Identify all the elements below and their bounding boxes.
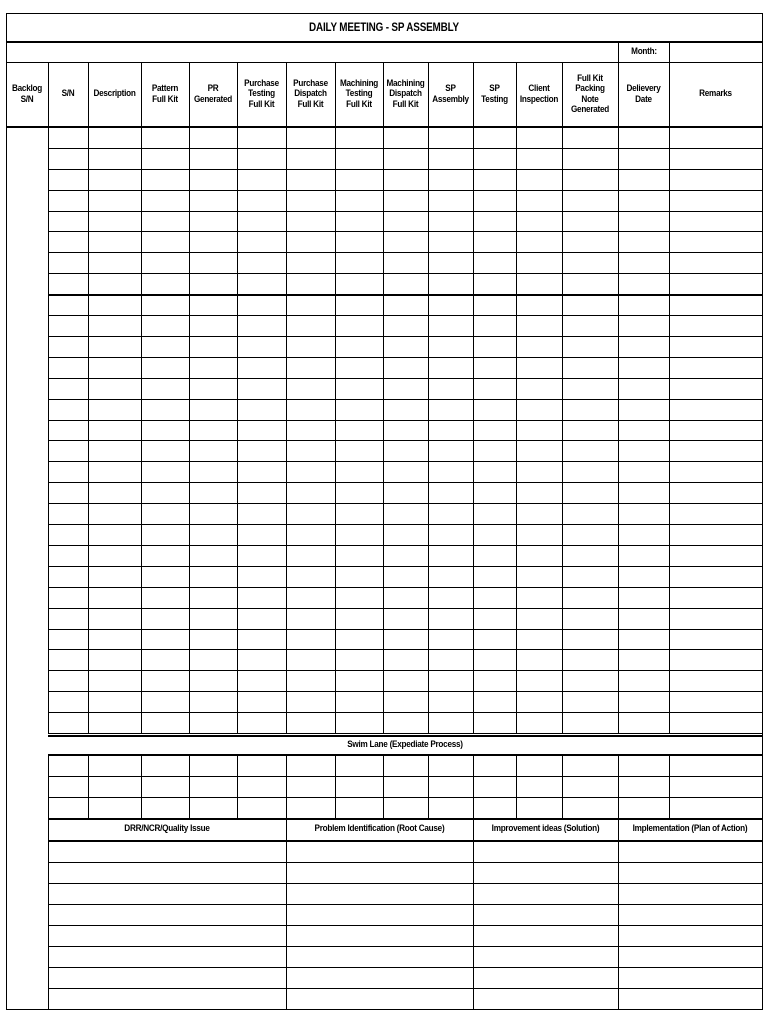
column-header: PR Generated [193, 83, 233, 105]
table-row-line [48, 691, 762, 692]
column-header: Purchase Dispatch Full Kit [293, 77, 328, 110]
table-row-line [48, 545, 762, 546]
column-header: Description [93, 88, 136, 100]
table-row-line [48, 252, 762, 253]
swim-lane-top-thick [48, 735, 762, 737]
issue-section-top [48, 818, 762, 820]
table-row-line [48, 148, 762, 149]
column-header: Machining Dispatch Full Kit [386, 77, 425, 110]
frame-left [6, 13, 7, 1010]
month-label: Month: [631, 45, 657, 57]
swim-lane-row-line [48, 776, 762, 777]
issue-column-line [618, 819, 619, 1009]
column-line [189, 63, 190, 733]
table-row-line [48, 440, 762, 441]
table-row-line [48, 420, 762, 421]
column-header: Pattern Full Kit [151, 83, 179, 105]
swim-lane-header-divider [48, 754, 762, 756]
table-row-line [48, 211, 762, 212]
table-row-line [48, 482, 762, 483]
table-row-line [48, 169, 762, 170]
table-row-line [48, 608, 762, 609]
column-line [141, 63, 142, 733]
issue-row-line [48, 883, 762, 884]
issue-row-line [48, 946, 762, 947]
swim-lane-label: Swim Lane (Expediate Process) [347, 738, 463, 750]
table-row-line [48, 231, 762, 232]
issue-row-line [48, 862, 762, 863]
column-header: SP Assembly [432, 83, 469, 105]
table-row-line [48, 294, 762, 296]
swim-lane-column-line [335, 755, 336, 818]
table-row-line [48, 336, 762, 337]
header-divider [6, 126, 762, 128]
table-row-line [48, 190, 762, 191]
column-header: Backlog S/N [12, 83, 42, 105]
column-line [669, 63, 670, 733]
issue-header-divider [48, 840, 762, 842]
column-line [237, 63, 238, 733]
column-line [428, 63, 429, 733]
column-line [286, 63, 287, 733]
table-row-line [48, 670, 762, 671]
swim-lane-column-line [428, 755, 429, 818]
table-row-line [48, 503, 762, 504]
table-row-line [48, 649, 762, 650]
swim-lane-column-line [562, 755, 563, 818]
left-gutter-line [48, 755, 49, 1009]
frame-top [6, 13, 763, 14]
swim-lane-column-line [618, 755, 619, 818]
column-header: Full Kit Packing Note Generated [570, 72, 610, 115]
swim-lane-column-line [669, 755, 670, 818]
swim-lane-column-line [383, 755, 384, 818]
form-title: DAILY MEETING - SP ASSEMBLY [309, 21, 459, 34]
table-row-line [48, 378, 762, 379]
column-line [335, 63, 336, 733]
table-row-line [48, 524, 762, 525]
column-line [383, 63, 384, 733]
swim-lane-column-line [473, 755, 474, 818]
issue-column-header: DRR/NCR/Quality Issue [124, 822, 210, 834]
issue-row-line [48, 967, 762, 968]
swim-lane-column-line [88, 755, 89, 818]
column-header: Client Inspection [519, 83, 559, 105]
table-row-line [48, 315, 762, 316]
column-header: Delievery Date [626, 83, 661, 105]
month-box-left [618, 42, 619, 63]
column-line [516, 63, 517, 733]
column-header: S/N [61, 88, 75, 100]
frame-right [762, 13, 763, 1010]
swim-lane-top [48, 733, 762, 734]
month-divider [6, 62, 762, 63]
issue-column-header: Improvement ideas (Solution) [491, 822, 600, 834]
swim-lane-column-line [286, 755, 287, 818]
table-row-line [48, 712, 762, 713]
issue-row-line [48, 925, 762, 926]
issue-column-line [286, 819, 287, 1009]
column-line [562, 63, 563, 733]
table-row-line [48, 629, 762, 630]
column-header: Remarks [699, 88, 732, 100]
column-line [618, 63, 619, 733]
swim-lane-row-line [48, 797, 762, 798]
issue-column-header: Implementation (Plan of Action) [632, 822, 748, 834]
swim-lane-column-line [189, 755, 190, 818]
issue-row-line [48, 988, 762, 989]
swim-lane-column-line [516, 755, 517, 818]
table-row-line [48, 357, 762, 358]
title-divider [6, 41, 762, 43]
column-header: Purchase Testing Full Kit [244, 77, 279, 110]
swim-lane-column-line [141, 755, 142, 818]
frame-bottom [6, 1009, 763, 1010]
issue-column-header: Problem Identification (Root Cause) [314, 822, 445, 834]
swim-lane-column-line [237, 755, 238, 818]
table-row-line [48, 273, 762, 274]
column-line [88, 63, 89, 733]
column-line [473, 63, 474, 733]
table-row-line [48, 566, 762, 567]
issue-row-line [48, 904, 762, 905]
column-header: Machining Testing Full Kit [339, 77, 379, 110]
column-header: SP Testing [481, 83, 508, 105]
table-row-line [48, 399, 762, 400]
table-row-line [48, 587, 762, 588]
issue-column-line [473, 819, 474, 1009]
column-line [48, 63, 49, 733]
table-row-line [48, 461, 762, 462]
month-box-right [669, 42, 670, 63]
